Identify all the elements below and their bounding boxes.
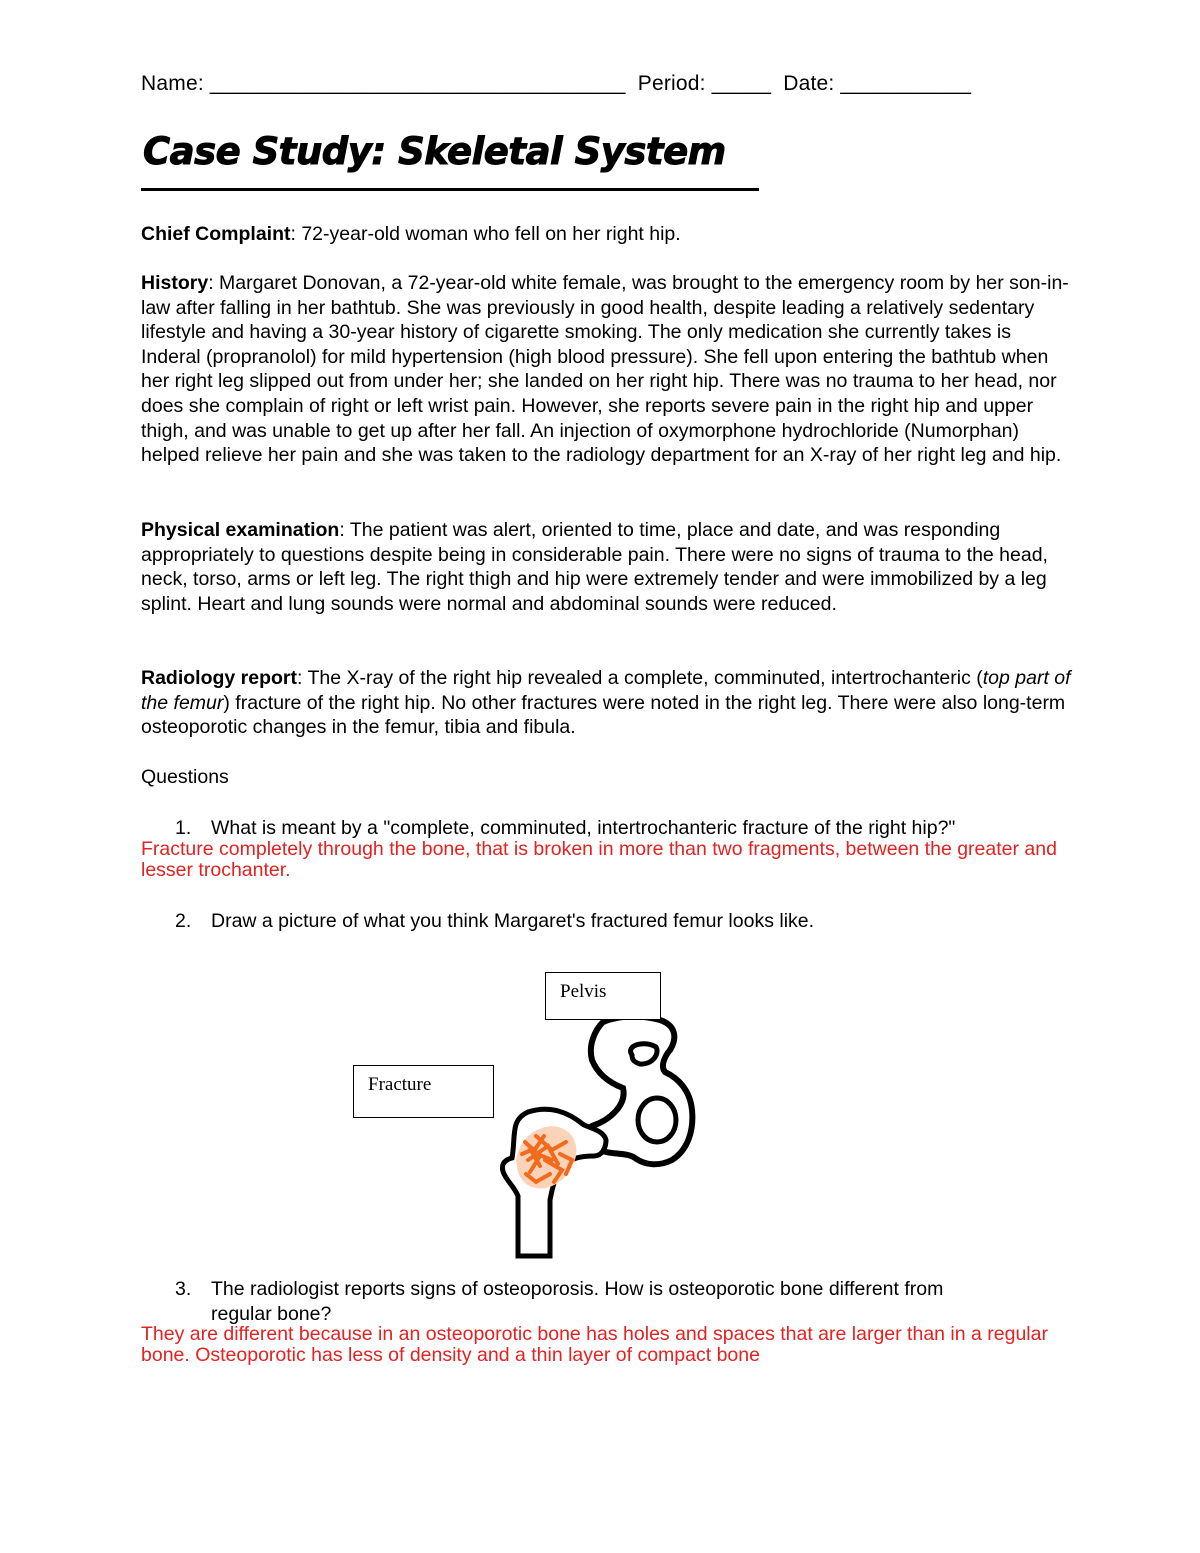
answer-3: They are different because in an osteoporotic bone has holes and spaces that are larger than in a regular bone. Osteoporotic has less of density and a thin layer of compact bone [141,1323,1048,1366]
physical-exam-text: : The patient was alert, oriented to time, place and date, and was responding appropriately to questions despite being in considerable pain. There were no signs of trauma to the head, neck, torso, arms or left leg. The right thigh and hip were extremely tender and were immobilized by a leg splint. Heart and lung sounds were normal and abdominal sounds were reduced. [141,519,1048,615]
history-label: History [141,272,209,294]
femur-pelvis-drawing [340,960,720,1270]
question-text: Draw a picture of what you think Margaret's fractured femur looks like. [211,910,815,932]
pelvis-socket [638,1098,676,1142]
pelvis-label: Pelvis [545,972,661,1020]
radiology-text-after: ) fracture of the right hip. No other fractures were noted in the right leg. There were also long-term osteoporotic changes in the femur, tibia and fibula. [141,691,1066,739]
header-fields [141,72,971,96]
chief-complaint-text: : 72-year-old woman who fell on her right hip. [290,223,681,245]
answer-1: Fracture completely through the bone, that is broken in more than two fragments, between the greater and lesser trochanter. [141,838,1057,881]
pelvis-inner-hole [631,1044,657,1064]
date-field[interactable]: Date: ___________ [783,72,972,95]
question-text: The radiologist reports signs of osteoporosis. How is osteoporotic bone different from regular bone? [211,1278,944,1325]
history-text: : Margaret Donovan, a 72-year-old white female, was brought to the emergency room by her son-in-law after falling in her bathtub. She was previously in good health, despite leading a relatively sedentary lifestyle and having a 30-year history of cigarette smoking. The only medication she currently takes is Inderal (propranolol) for mild hypertension (high blood pressure). She fell upon entering the bathtub when her right leg slipped out from under her; she landed on her right hip. There was no trauma to her head, nor does she complain of right or left wrist pain. However, she reports severe pain in the right hip and upper thigh, and was unable to get up after her fall. An injection of oxymorphone hydrochloride (Numorphan) helped relieve her pain and she was taken to the radiology department for an X-ray of her right leg and hip. [141,272,1069,467]
page-title: Case Study: Skeletal System [143,130,726,173]
question-number: 1. [175,817,192,839]
question-number: 2. [175,910,192,932]
radiology-section [141,666,1071,740]
history-section [141,271,1071,468]
radiology-text-italic: top part of the femur [141,667,1071,714]
fracture-label: Fracture [353,1065,494,1118]
chief-complaint-label: Chief Complaint [141,223,291,245]
chief-complaint [141,222,1071,247]
question-text: What is meant by a "complete, comminuted, intertrochanteric fracture of the right hip?" [211,817,956,839]
physical-exam-section [141,518,1071,616]
name-field[interactable]: Name: ___________________________________ [141,72,626,95]
question-number: 3. [175,1278,192,1300]
radiology-label: Radiology report [141,667,298,689]
title-underline [141,188,759,191]
questions-heading: Questions [141,766,229,788]
period-field[interactable]: Period: _____ [637,72,772,95]
radiology-text-before: : The X-ray of the right hip revealed a complete, comminuted, intertrochanteric ( [297,667,983,689]
physical-exam-label: Physical examination [141,519,340,541]
